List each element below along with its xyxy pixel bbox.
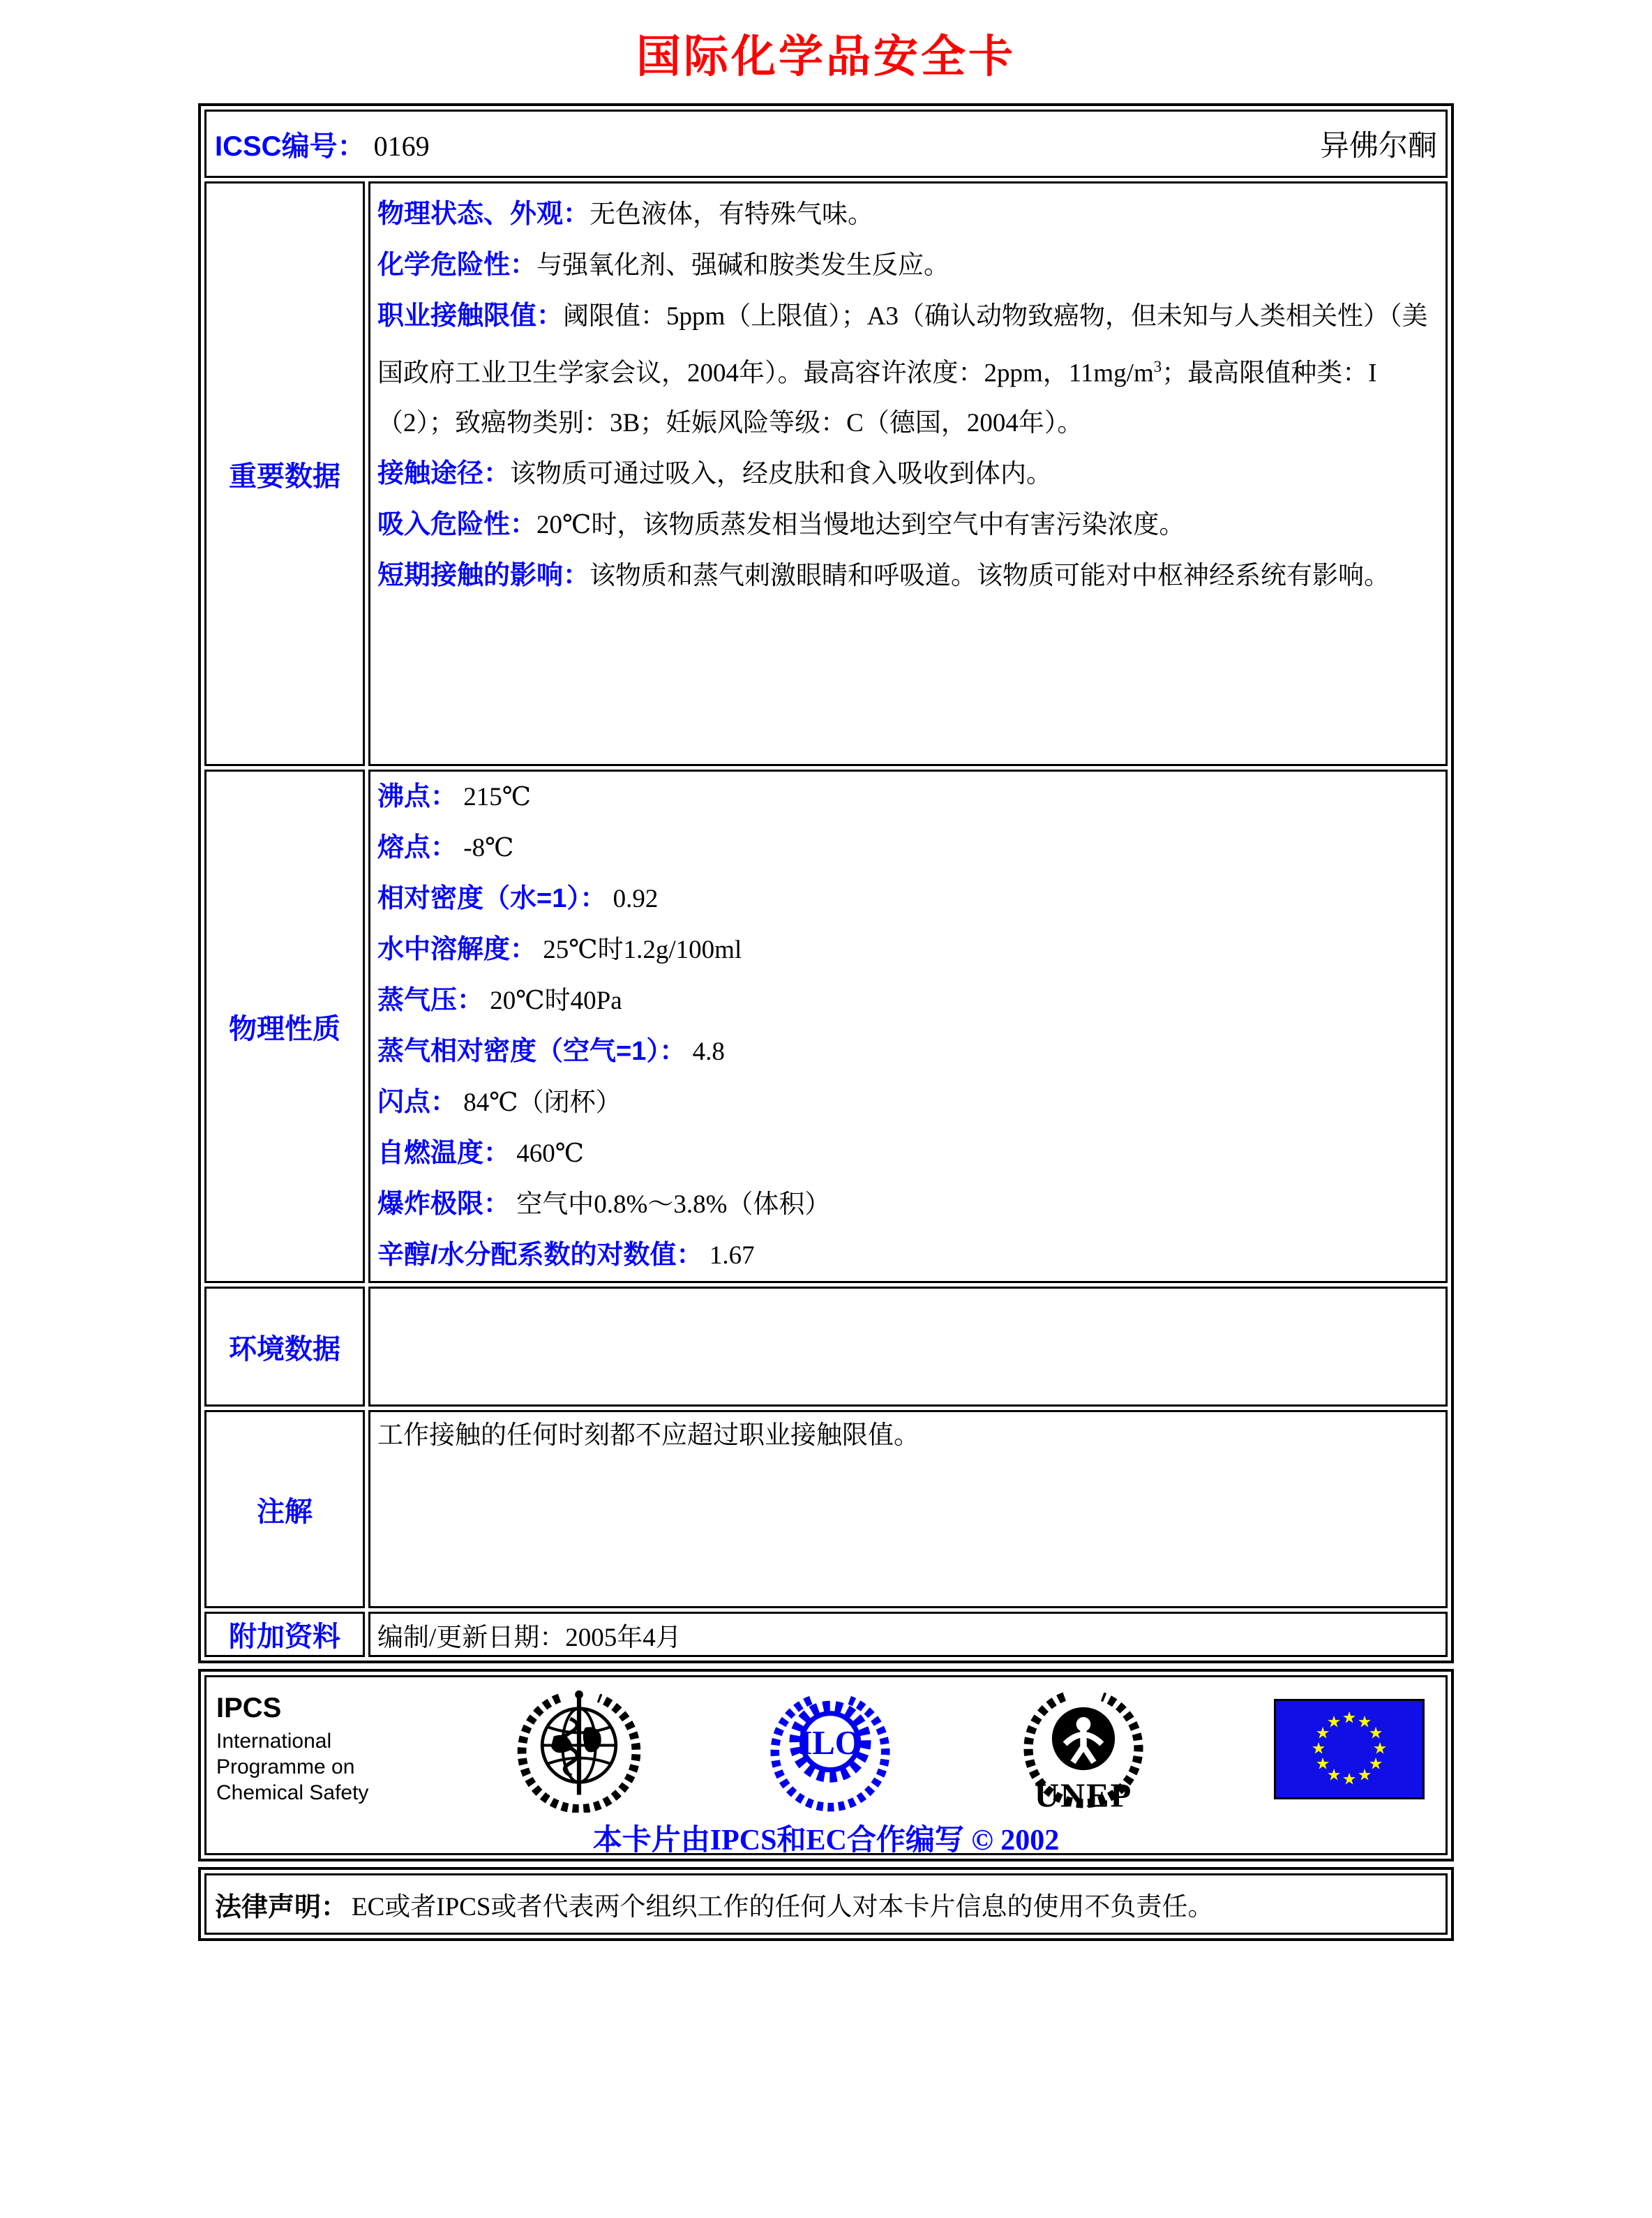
superscript-3: 3 xyxy=(1153,358,1162,375)
eu-star-icon: ★ xyxy=(1357,1713,1372,1731)
legal-notice-text: EC或者IPCS或者代表两个组织工作的任何人对本卡片信息的使用不负责任。 xyxy=(352,1893,1214,1921)
ilo-emblem-icon xyxy=(767,1686,893,1812)
short-term-effects-item xyxy=(377,550,1436,601)
melting-point-label: 熔点： xyxy=(377,833,458,862)
water-solubility-value: 25℃时1.2g/100ml xyxy=(543,936,742,964)
icsc-card-table xyxy=(198,103,1454,1663)
cooperation-caption: 本卡片由IPCS和EC合作编写 © 2002 xyxy=(592,1824,1060,1855)
icsc-number-group xyxy=(215,124,430,164)
inhalation-risk-text: 20℃时，该物质蒸发相当慢地达到空气中有害污染浓度。 xyxy=(536,511,1185,540)
explosive-limits-item xyxy=(377,1179,1436,1230)
eu-star-icon: ★ xyxy=(1326,1713,1342,1731)
section-label-environmental-data: 环境数据 xyxy=(204,1287,365,1407)
octanol-water-value: 1.67 xyxy=(709,1241,755,1270)
icsc-number-value: 0169 xyxy=(373,130,430,162)
short-term-effects-text: 该物质和蒸气刺激眼睛和呼吸道。该物质可能对中枢神经系统有影响。 xyxy=(590,562,1390,591)
eu-star-icon: ★ xyxy=(1315,1724,1330,1742)
unep-emblem-icon xyxy=(1018,1684,1149,1815)
additional-information-row xyxy=(204,1612,1448,1657)
routes-of-exposure-text: 该物质可通过吸入，经皮肤和食入吸收到体内。 xyxy=(510,460,1053,489)
section-label-important-data: 重要数据 xyxy=(204,181,365,766)
water-solubility-item xyxy=(377,924,1436,975)
melting-point-value: -8℃ xyxy=(463,834,514,862)
explosive-limits-label: 爆炸极限： xyxy=(377,1190,511,1219)
ipcs-acronym: IPCS xyxy=(216,1693,282,1723)
eu-star-icon: ★ xyxy=(1372,1739,1388,1758)
eu-star-icon: ★ xyxy=(1357,1766,1372,1784)
ilo-letters: ILO xyxy=(799,1724,862,1762)
section-label-notes: 注解 xyxy=(204,1410,365,1608)
important-data-content xyxy=(368,181,1448,766)
vapour-density-value: 4.8 xyxy=(692,1037,725,1066)
physical-properties-content xyxy=(368,770,1448,1283)
chemical-dangers-item xyxy=(377,240,1436,291)
card-header-row xyxy=(204,110,1448,178)
inhalation-risk-item xyxy=(377,500,1436,550)
short-term-effects-label: 短期接触的影响： xyxy=(377,561,590,591)
section-label-additional-information: 附加资料 xyxy=(204,1612,365,1657)
occupational-exposure-limits-label: 职业接触限值： xyxy=(377,301,564,331)
important-data-row xyxy=(204,181,1448,766)
physical-state-text: 无色液体，有特殊气味。 xyxy=(590,200,874,229)
additional-information-content: 编制/更新日期：2005年4月 xyxy=(368,1612,1448,1657)
eu-star-icon: ★ xyxy=(1342,1709,1357,1727)
occupational-exposure-limits-item xyxy=(377,291,1436,449)
octanol-water-item xyxy=(377,1230,1436,1281)
routes-of-exposure-item xyxy=(377,449,1436,500)
auto-ignition-item xyxy=(377,1128,1436,1179)
vapour-pressure-value: 20℃时40Pa xyxy=(490,987,622,1015)
logo-row xyxy=(206,1677,1446,1815)
notes-row xyxy=(204,1410,1448,1608)
vapour-density-label: 蒸气相对密度（空气=1）： xyxy=(377,1037,686,1066)
logos-box xyxy=(198,1669,1454,1861)
physical-state-label: 物理状态、外观： xyxy=(377,200,590,229)
icsc-number-label: ICSC编号： xyxy=(215,130,366,162)
eu-star-icon: ★ xyxy=(1368,1755,1383,1773)
vapour-pressure-item xyxy=(377,975,1436,1026)
environmental-data-content xyxy=(368,1287,1448,1407)
notes-content: 工作接触的任何时刻都不应超过职业接触限值。 xyxy=(368,1410,1448,1608)
inhalation-risk-label: 吸入危险性： xyxy=(377,510,537,540)
physical-properties-row xyxy=(204,770,1448,1283)
ipcs-line-2: Programme on xyxy=(216,1755,355,1778)
boiling-point-label: 沸点： xyxy=(377,782,458,811)
flash-point-value: 84℃（闭杯） xyxy=(463,1088,622,1117)
chemical-name: 异佛尔酮 xyxy=(1319,130,1437,163)
chemical-dangers-text: 与强氧化剂、强碱和胺类发生反应。 xyxy=(536,251,950,280)
auto-ignition-value: 460℃ xyxy=(516,1139,585,1168)
eu-star-icon: ★ xyxy=(1311,1739,1326,1758)
relative-density-value: 0.92 xyxy=(613,885,659,913)
boiling-point-value: 215℃ xyxy=(463,783,532,811)
physical-state-item xyxy=(377,189,1436,240)
legal-notice-box xyxy=(198,1867,1454,1941)
legal-notice-label: 法律声明： xyxy=(215,1892,348,1922)
octanol-water-label: 辛醇/水分配系数的对数值： xyxy=(377,1241,703,1270)
chemical-dangers-label: 化学危险性： xyxy=(377,250,537,280)
card-header-cell xyxy=(204,110,1448,178)
vapour-pressure-label: 蒸气压： xyxy=(377,986,484,1015)
water-solubility-label: 水中溶解度： xyxy=(377,935,537,964)
auto-ignition-label: 自燃温度： xyxy=(377,1139,511,1168)
eu-star-icon: ★ xyxy=(1368,1724,1383,1742)
environmental-data-row xyxy=(204,1287,1448,1407)
page-title: 国际化学品安全卡 xyxy=(636,31,1016,82)
occupational-exposure-limits-text-1: 阈限值：5ppm（上限值）；A3（确认动物致癌物，但未知与人类相关性）（美国政府工业卫生学家会议，2004年）。最高容许浓度：2ppm，11mg/m xyxy=(377,302,1428,388)
vapour-density-item xyxy=(377,1026,1436,1077)
occupational-exposure-limits-text-2: ；最高限值种类：I（2）；致癌物类别：3B；妊娠风险等级：C（德国，2004年）。 xyxy=(377,359,1377,438)
boiling-point-item xyxy=(377,772,1436,823)
ipcs-line-3: Chemical Safety xyxy=(216,1781,369,1804)
explosive-limits-value: 空气中0.8%～3.8%（体积） xyxy=(516,1190,831,1219)
section-label-physical-properties: 物理性质 xyxy=(204,770,365,1283)
eu-star-icon: ★ xyxy=(1342,1770,1357,1788)
who-emblem-icon xyxy=(516,1686,643,1813)
legal-notice-inner xyxy=(204,1873,1448,1935)
eu-star-icon: ★ xyxy=(1326,1766,1342,1784)
ipcs-line-1: International xyxy=(216,1730,332,1753)
melting-point-item xyxy=(377,823,1436,874)
logos-box-inner xyxy=(204,1675,1448,1855)
unep-label: UNEP xyxy=(1034,1776,1133,1815)
flash-point-item xyxy=(377,1077,1436,1128)
relative-density-item xyxy=(377,874,1436,924)
eu-star-icon: ★ xyxy=(1315,1755,1330,1773)
ipcs-text-block xyxy=(216,1693,391,1806)
routes-of-exposure-label: 接触途径： xyxy=(377,459,511,489)
eu-flag-icon xyxy=(1274,1699,1425,1799)
flash-point-label: 闪点： xyxy=(377,1088,458,1117)
relative-density-label: 相对密度（水=1）： xyxy=(377,884,607,913)
